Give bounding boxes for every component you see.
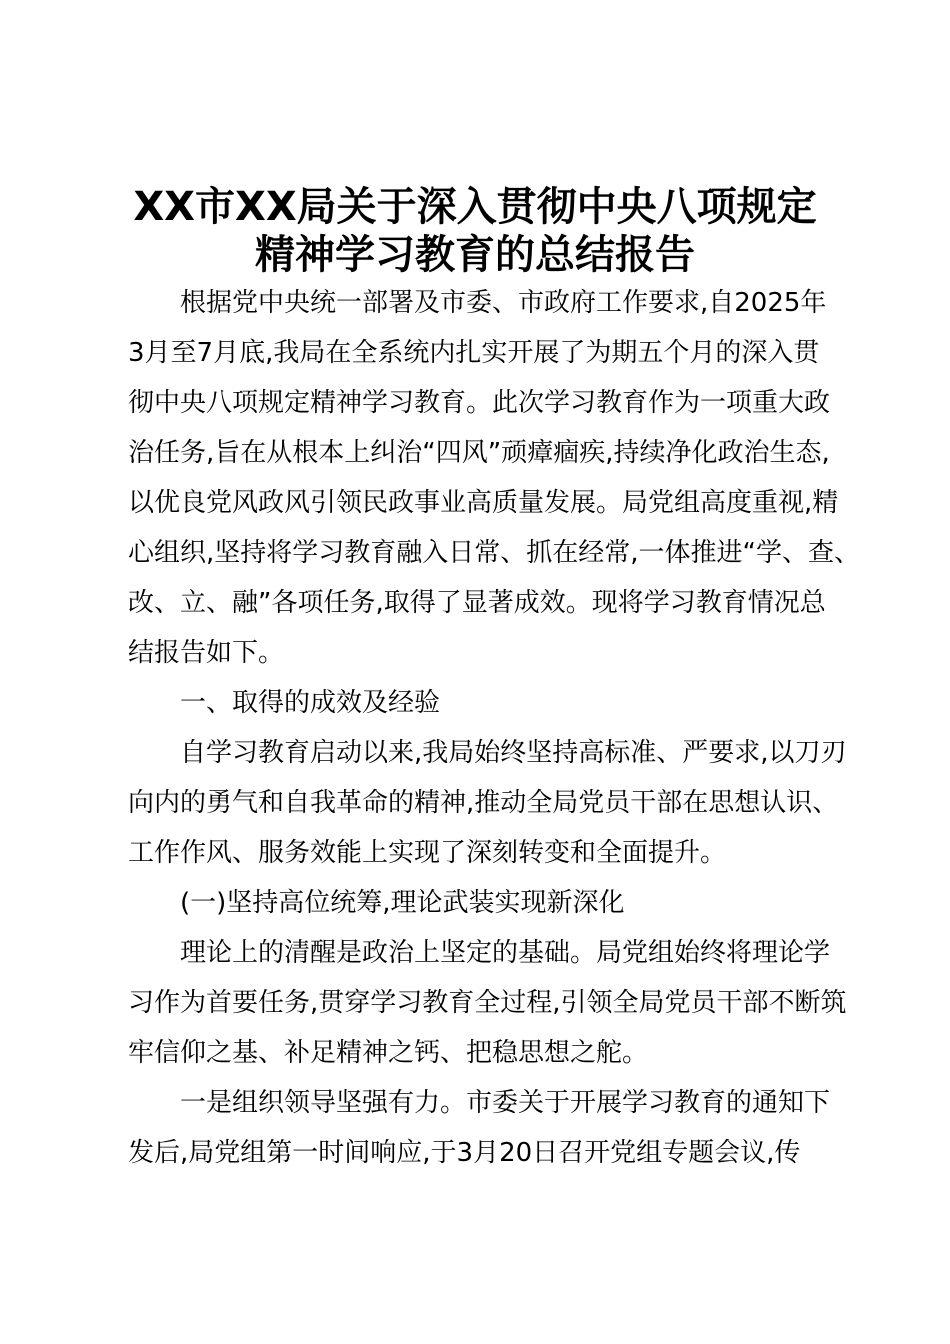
paragraph-line: 根据党中央统一部署及市委、市政府工作要求,自2025年 <box>180 288 827 318</box>
paragraph-line: 发后,局党组第一时间响应,于3月20日召开党组专题会议,传 <box>128 1138 801 1168</box>
paragraph-line: 牢信仰之基、补足精神之钙、把稳思想之舵。 <box>128 1038 649 1068</box>
paragraph-line: 结报告如下。 <box>128 638 285 668</box>
paragraph-line: 习作为首要任务,贯穿学习教育全过程,引领全局党员干部不断筑 <box>128 988 847 1018</box>
paragraph-line: 以优良党风政风引领民政事业高质量发展。局党组高度重视,精 <box>128 488 839 518</box>
document-title-line-1: XX市XX局关于深入贯彻中央八项规定 <box>133 184 817 230</box>
document-title-line-2: 精神学习教育的总结报告 <box>255 232 695 278</box>
paragraph-line: 理论上的清醒是政治上坚定的基础。局党组始终将理论学 <box>180 938 831 968</box>
paragraph-line: 自学习教育启动以来,我局始终坚持高标准、严要求,以刀刃 <box>180 738 847 768</box>
paragraph-line: 3月至7月底,我局在全系统内扎实开展了为期五个月的深入贯 <box>128 338 820 368</box>
paragraph-line: 改、立、融”各项任务,取得了显著成效。现将学习教育情况总 <box>128 588 826 618</box>
paragraph-line: 工作作风、服务效能上实现了深刻转变和全面提升。 <box>128 838 727 868</box>
section-heading: 一、取得的成效及经验 <box>180 688 441 718</box>
paragraph-line: 向内的勇气和自我革命的精神,推动全局党员干部在思想认识、 <box>128 788 839 818</box>
paragraph-line: 一是组织领导坚强有力。市委关于开展学习教育的通知下 <box>180 1088 831 1118</box>
paragraph-line: 治任务,旨在从根本上纠治“四风”顽瘴痼疾,持续净化政治生态, <box>128 438 830 468</box>
paragraph-line: 心组织,坚持将学习教育融入日常、抓在经常,一体推进“学、查、 <box>128 538 860 568</box>
subsection-heading: (一)坚持高位统筹,理论武装实现新深化 <box>180 888 625 918</box>
paragraph-line: 彻中央八项规定精神学习教育。此次学习教育作为一项重大政 <box>128 388 831 418</box>
